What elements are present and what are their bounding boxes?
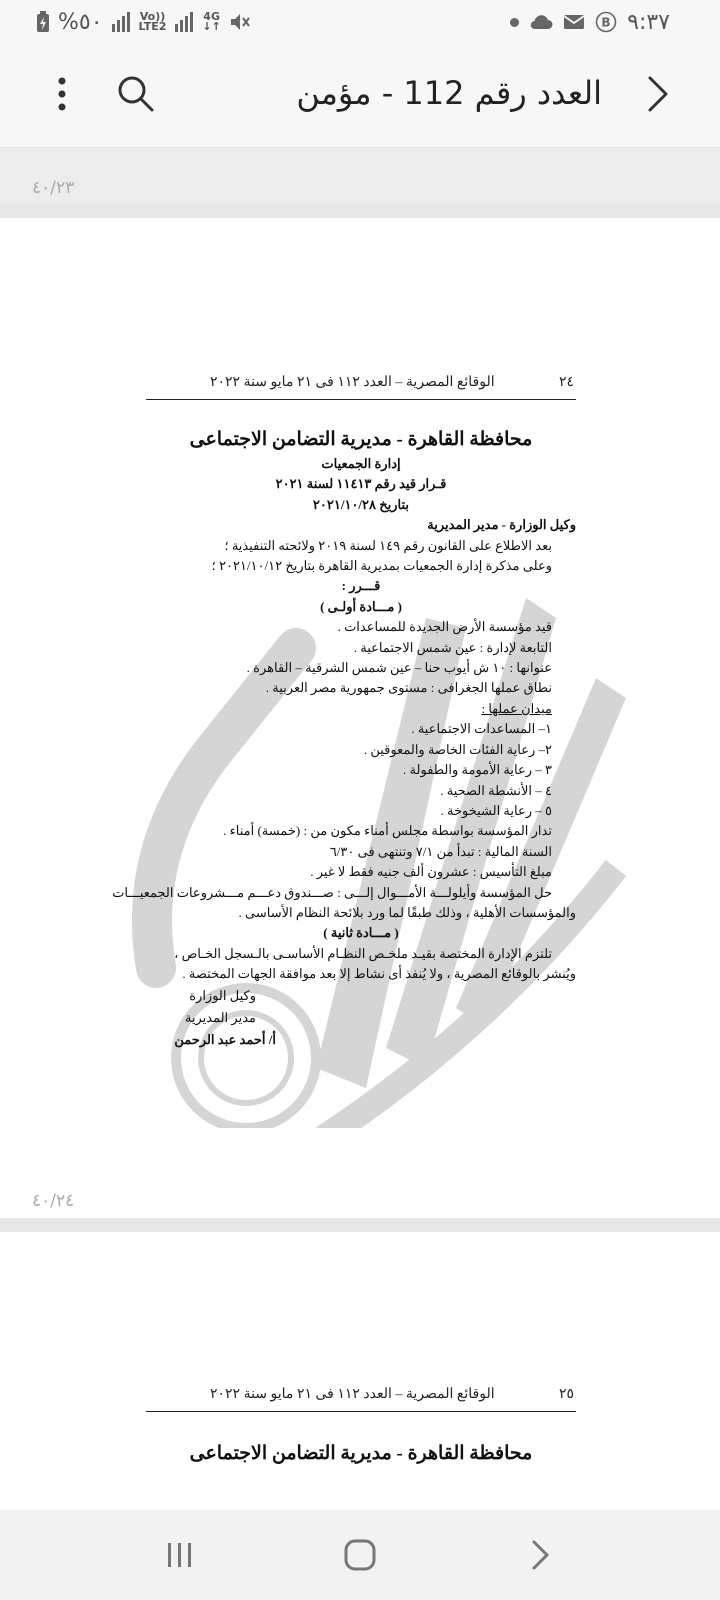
clock: ٩:٣٧: [627, 9, 670, 35]
network-4g-text: 4G: [203, 10, 220, 23]
search-button[interactable]: [114, 72, 158, 116]
battery-charging-icon: [36, 11, 50, 33]
page-gap: [0, 1218, 720, 1232]
status-right: [510, 10, 670, 35]
page-25: [0, 1232, 720, 1510]
article-2-heading: ( مـــادة ثانية ): [323, 925, 399, 941]
svg-text:B: B: [601, 15, 611, 30]
signal-icon-2: [174, 12, 194, 32]
back-button[interactable]: [636, 72, 680, 116]
page-25-header: [146, 1382, 576, 1412]
home-icon: [342, 1537, 378, 1573]
signature-title-1: وكيل الوزارة: [189, 987, 256, 1003]
signature-title-2: مدير المديرية: [184, 1009, 256, 1025]
body-line: ٣ – رعاية الأمومة والطفولة .: [403, 762, 552, 778]
app-bar: [0, 44, 720, 148]
notification-dot-icon: [510, 18, 519, 27]
page-24-header-text: الوقائع المصرية – العدد ١١٢ فى ٢١ مايو سنة ٢٠٢٢: [210, 375, 495, 390]
body-line: قيد مؤسسة الأرض الجديدة للمساعدات .: [337, 619, 552, 635]
back-icon: [636, 72, 680, 116]
system-nav-bar: [0, 1510, 720, 1600]
body-line: ٥ – رعاية الشيخوخة .: [440, 802, 552, 818]
recital-1: بعد الاطلاع على القانون رقم ١٤٩ لسنة ٢٠١٩ ولائحته التنفيذية ؛: [224, 537, 552, 553]
mail-icon: [563, 13, 585, 31]
page-gap: [0, 204, 720, 218]
dept-name: إدارة الجمعيات: [321, 456, 401, 471]
body-line: نطاق عملها الجغرافى : مستوى جمهورية مصر العربية .: [265, 680, 552, 696]
volte-label: Vo)) LTE2: [138, 10, 167, 33]
recital-2: وعلى مذكرة إدارة الجمعيات بمديرية القاهرة بتاريخ ٢٠٢١/١٠/١٢ ؛: [211, 558, 552, 574]
page-25-body: [146, 1440, 576, 1468]
more-vert-icon: [44, 72, 80, 116]
cloud-icon: [529, 13, 553, 31]
page-24-body: [112, 426, 576, 1051]
decision-number: قـرار قيد رقم ١١٤١٣ لسنة ٢٠٢١: [275, 476, 447, 492]
page-25-number: ٢٥: [558, 1387, 574, 1402]
decided-heading: قـــرر :: [341, 578, 381, 594]
document-title: العدد رقم 112 - مؤمن: [296, 74, 602, 112]
body-line: حل المؤسسة وأيلولـــة الأمـــوال إلـــى : صـــندوق دعـــم مـــشروعات الجمعيـــات: [112, 884, 552, 900]
article-1-heading: ( مـــادة أولـى ): [320, 598, 402, 614]
body-line: ٢– رعاية الفئات الخاصة والمعوقين .: [363, 741, 552, 757]
document-viewer[interactable]: [0, 148, 720, 1510]
body-line: ويُنشر بالوقائع المصرية ، ولا يُنفذ أى نشاط إلا بعد موافقة الجهات المختصة .: [182, 966, 576, 982]
gov-title: محافظة القاهرة - مديرية التضامن الاجتماعى: [189, 1443, 533, 1464]
body-line: تلتزم الإدارة المختصة بقيـد ملخـص النظـام الأساسـى بالـسجل الخـاص ،: [174, 945, 552, 961]
status-bar: [0, 0, 720, 44]
mute-icon: [229, 11, 251, 33]
body-line: ٤ – الأنشطة الصحية .: [440, 782, 552, 798]
decision-date: بتاريخ ٢٠٢١/١٠/٢٨: [312, 496, 410, 512]
body-line: ميدان عملها :: [481, 700, 552, 716]
body-line: تدار المؤسسة بواسطة مجلس أمناء مكون من : (خمسة) أمناء .: [223, 823, 552, 839]
nav-back-button[interactable]: [510, 1525, 570, 1585]
page-25-header-text: الوقائع المصرية – العدد ١١٢ فى ٢١ مايو سنة ٢٠٢٢: [210, 1387, 495, 1402]
network-4g-label: 4G ↓↑: [202, 10, 221, 33]
signal-icon: [111, 12, 131, 32]
page-counter: ٤٠/٢٣: [32, 178, 75, 198]
body-line: التابعة لإدارة : عين شمس الاجتماعية .: [353, 639, 552, 655]
signatory-name: أ/ أحمد عبد الرحمن: [174, 1031, 276, 1047]
nav-back-icon: [525, 1538, 555, 1572]
recents-icon: [163, 1538, 197, 1572]
body-line: عنوانها : ١٠ ش أيوب حنا – عين شمس الشرقية – القاهرة .: [246, 660, 552, 676]
page-24-header: [146, 370, 576, 400]
home-button[interactable]: [330, 1525, 390, 1585]
page-counter: ٤٠/٢٤: [32, 1191, 75, 1211]
status-left: [36, 10, 251, 35]
more-options-button[interactable]: [44, 72, 80, 116]
body-line: مبلغ التأسيس : عشرون ألف جنيه فقط لا غير .: [310, 864, 552, 880]
body-line: السنة المالية : تبدأ من ٧/١ وتنتهى فى ٦/٣٠: [329, 843, 552, 859]
b-circle-icon: [595, 11, 617, 33]
body-line: ١– المساعدات الاجتماعية .: [411, 721, 552, 737]
issuer: وكيل الوزارة - مدير المديرية: [427, 517, 576, 533]
battery-percent: %٥٠: [58, 9, 103, 35]
body-line: والمؤسسات الأهلية ، وذلك طبقًا لما ورد بلائحة النظام الأساسى .: [238, 904, 576, 920]
gov-title: محافظة القاهرة - مديرية التضامن الاجتماعى: [189, 429, 533, 450]
page-24-number: ٢٤: [558, 375, 574, 390]
search-icon: [114, 72, 158, 116]
recents-button[interactable]: [150, 1525, 210, 1585]
